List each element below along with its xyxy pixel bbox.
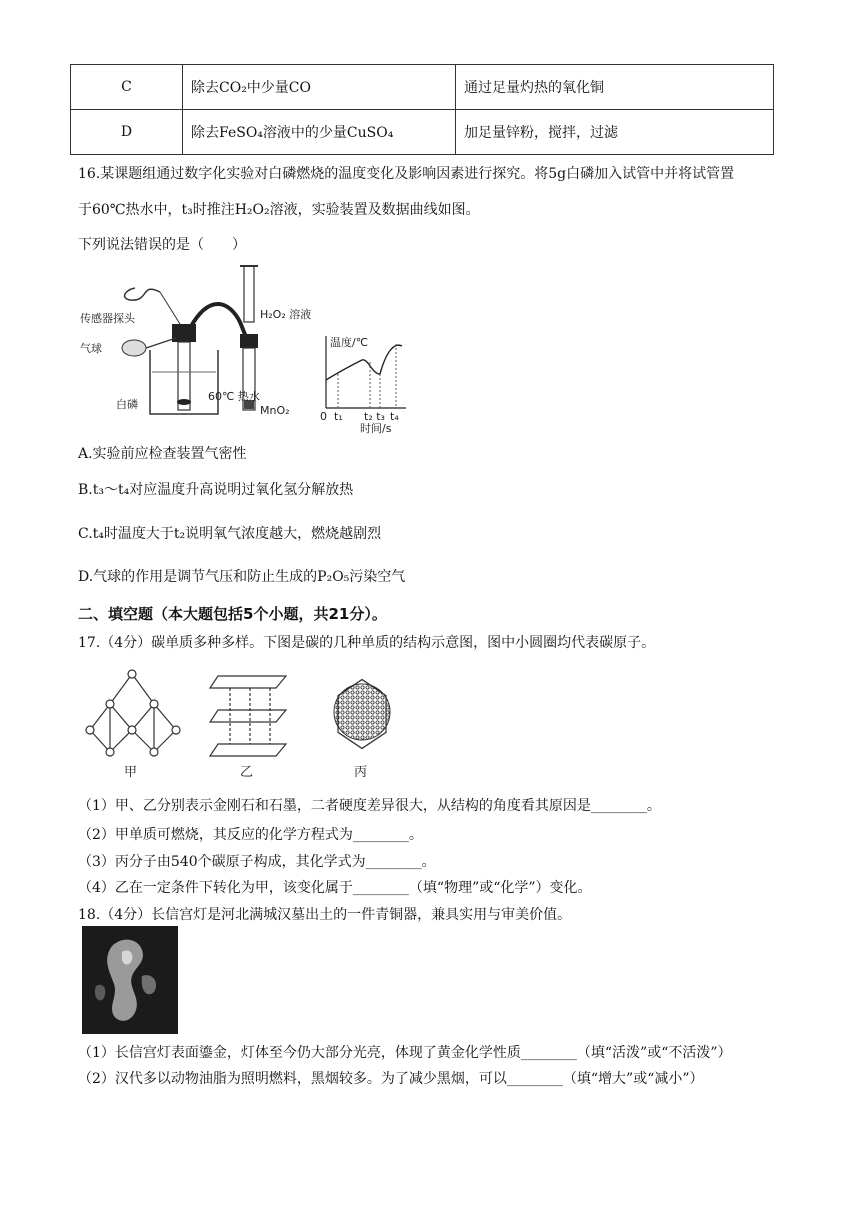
label-balloon: 气球 [80,342,102,355]
probe-leader [160,292,180,324]
row-task: 除去FeSO₄溶液中的少量CuSO₄ [183,110,456,155]
q16-question: 下列说法错误的是（ ） [78,237,246,253]
q18-item-2: （2）汉代多以动物油脂为照明燃料，黑烟较多。为了减少黑烟，可以________（填“增大”或“减小”） [78,1071,704,1087]
lamp-photo [82,926,178,1034]
label-probe: 传感器探头 [80,312,135,325]
graph-t1: t₁ [334,410,343,423]
graph-xlabel: 时间/s [360,422,392,435]
graphite-structure [210,676,286,756]
connecting-hose [190,304,248,342]
fullerene-structure [334,680,390,749]
q16-option-a: A.实验前应检查装置气密性 [78,446,247,462]
q17-carbon-structures-figure [80,660,420,780]
q16-stem-line2: 于60℃热水中，t₃时推注H₂O₂溶液，实验装置及数据曲线如图。 [78,202,480,218]
diamond-structure [86,670,180,756]
q17-item-2: （2）甲单质可燃烧，其反应的化学方程式为________。 [78,827,423,843]
section-title: 二、填空题（本大题包括5个小题，共21分）。 [78,605,387,623]
row-method: 加足量锌粉，搅拌，过滤 [456,110,774,155]
syringe [244,266,254,322]
row-key: D [71,110,183,155]
q16-stem-line1: 16.某课题组通过数字化实验对白磷燃烧的温度变化及影响因素进行探究。将5g白磷加入试管中并将试管置 [78,166,735,182]
graph-t4: t₄ [390,410,399,423]
label-jia: 甲 [124,765,138,780]
label-yi: 乙 [240,765,254,780]
balloon-tube [146,338,176,348]
label-hot-water: 60℃ 热水 [208,390,260,403]
probe-wire [125,288,160,300]
graph-t2t3: t₂ t₃ [364,410,385,423]
q16-option-d: D.气球的作用是调节气压和防止生成的P₂O₅污染空气 [78,569,406,585]
graph-origin: 0 [320,410,327,423]
q16-option-c: C.t₄时温度大于t₂说明氧气浓度越大，燃烧越剧烈 [78,526,382,542]
q17-item-1: （1）甲、乙分别表示金刚石和石墨，二者硬度差异很大，从结构的角度看其原因是________。 [78,798,661,814]
q18-item-1: （1）长信宫灯表面鎏金，灯体至今仍大部分光亮，体现了黄金化学性质________（填“活泼”或“不活泼”） [78,1045,732,1061]
right-stopper [240,334,258,348]
q17-stem: 17.（4分）碳单质多种多样。下图是碳的几种单质的结构示意图，图中小圆圈均代表碳原子。 [78,635,656,651]
options-table [70,64,774,155]
q16-apparatus-figure [80,262,410,435]
label-h2o2: H₂O₂ 溶液 [260,308,312,321]
balloon-shape [122,340,146,356]
q17-item-4: （4）乙在一定条件下转化为甲，该变化属于________（填“物理”或“化学”）变化。 [78,880,592,896]
graph-ylabel: 温度/℃ [330,336,369,349]
table-row [71,110,774,155]
row-method: 通过足量灼热的氧化铜 [456,65,774,110]
table-row [71,65,774,110]
row-task: 除去CO₂中少量CO [183,65,456,110]
label-bing: 丙 [354,765,368,780]
q18-stem: 18.（4分）长信宫灯是河北满城汉墓出土的一件青铜器，兼具实用与审美价值。 [78,907,572,923]
white-phosphorus-mark [177,399,191,405]
label-phosphorus: 白磷 [116,398,138,411]
label-mno2: MnO₂ [260,404,290,417]
row-key: C [71,65,183,110]
q17-item-3: （3）丙分子由540个碳原子构成，其化学式为________。 [78,854,436,870]
q16-option-b: B.t₃～t₄对应温度升高说明过氧化氢分解放热 [78,482,354,498]
temperature-curve [326,345,402,380]
